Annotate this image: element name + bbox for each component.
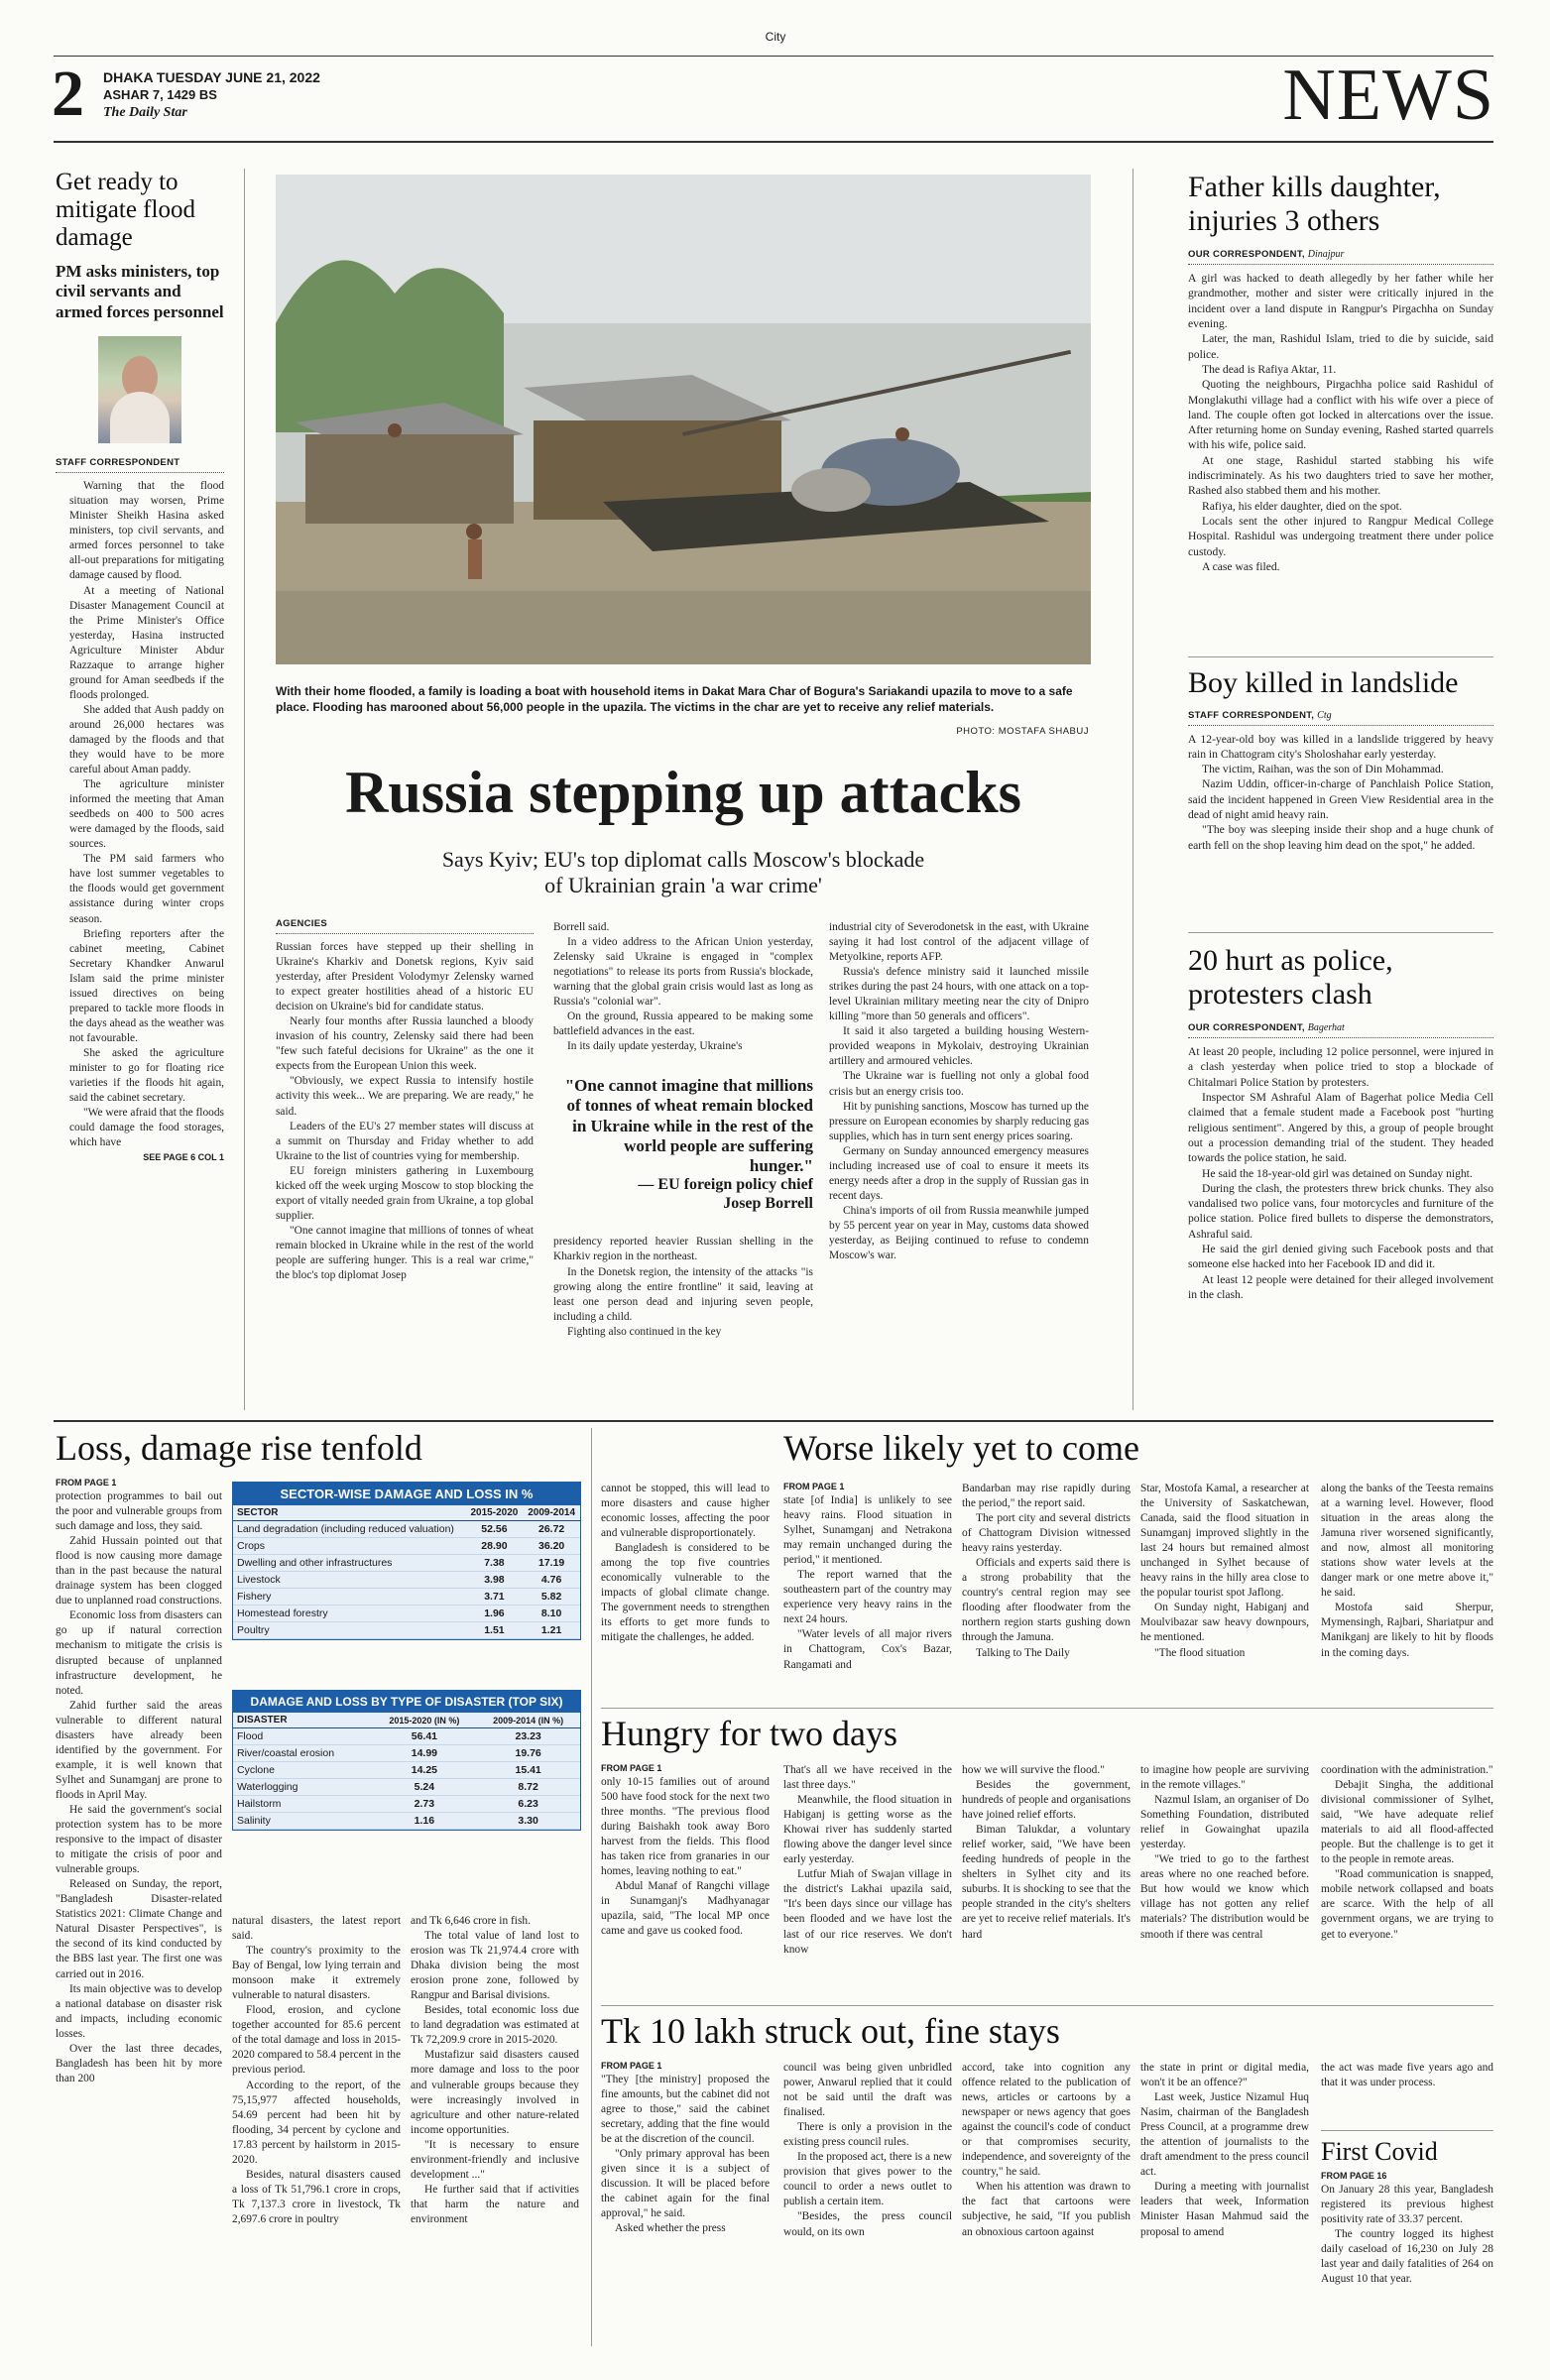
father-story <box>1188 171 1493 574</box>
father-byline <box>1188 249 1493 265</box>
byline-location: Dinajpur <box>1307 249 1345 261</box>
flood-body <box>56 479 224 1150</box>
from-page: FROM PAGE 1 <box>783 1482 845 1491</box>
paragraph: Fighting also continued in the key <box>567 1325 722 1338</box>
flood-byline: STAFF CORRESPONDENT <box>56 457 224 473</box>
paragraph: only 10-15 families out of around 500 have food stock for the next two three months. "The previous flood during Baishakh took away Boro harvest from the fields. This flood has taken rice from granaries in our homes, leaving nothing to eat." <box>601 1776 770 1878</box>
table-cell: 1.51 <box>466 1622 524 1639</box>
paragraph: Nazim Uddin, officer-in-charge of Panchlaish Police Station, said the incident happened in Green View Residential area in the dead of night amid heavy rain. <box>1188 777 1493 822</box>
table-cell: 7.38 <box>466 1555 524 1572</box>
tk-col-4 <box>1140 2061 1309 2240</box>
paragraph: and Tk 6,646 crore in fish. <box>411 1915 531 1927</box>
pull-quote-text: "One cannot imagine that millions of tonnes of wheat remain blocked in Ukraine while in the rest of the world people are suffering hunger." <box>564 1076 813 1175</box>
table-row <box>233 1728 580 1745</box>
table-cell: Crops <box>233 1538 466 1555</box>
table-cell: 56.41 <box>373 1728 477 1745</box>
paragraph: Nazmul Islam, an organiser of Do Something Foundation, distributed relief in Gowainghat upazila yesterday. <box>1140 1794 1309 1851</box>
table-header-row <box>233 1713 580 1728</box>
tk-col-5 <box>1321 2061 1493 2090</box>
paragraph: China's imports of oil from Russia meanwhile jumped by 55 percent year on year in May, customs data showed yesterday, as Beijing continued to refuse to condemn Moscow's war. <box>829 1204 1089 1262</box>
photo-caption: With their home flooded, a family is loading a boat with household items in Dakat Mara Char of Bogura's Sariakandi upazila to move to a safe place. Flooding has marooned about 56,000 people in the upazila. The victims in the char are yet to receive any relief materials. <box>276 684 1073 714</box>
father-headline <box>1188 171 1493 237</box>
flood-photo-svg <box>276 175 1091 664</box>
worse-headline: Worse likely yet to come <box>783 1428 1139 1468</box>
paragraph: Flood, erosion, and cyclone together accounted for 85.6 percent of the total damage and loss in 2015-2020 compared to 58.4 percent in the previous period. <box>232 2004 401 2077</box>
paragraph: "We were afraid that the floods could damage the food storages, which have <box>69 1107 224 1149</box>
clash-story <box>1188 944 1493 1302</box>
paragraph: A girl was hacked to death allegedly by her father while her grandmother, mother and sister were critically injured in the incident over a land dispute in Rangpur's Pirgachha on Sunday evening. <box>1188 272 1493 331</box>
paragraph: along the banks of the Teesta remains at a warning level. However, flood situation in the areas along the Jamuna river worsened significantly, and now, almost all monitoring stations show water levels at the danger mark or one metre above it," he said. <box>1321 1483 1493 1600</box>
russia-col-1 <box>276 918 534 1283</box>
pull-quote-attribution: — EU foreign policy chief <box>638 1175 813 1193</box>
paragraph: Nearly four months after Russia launched a bloody invasion of his country, Zelensky said there had been "few such fateful decisions for Ukraine" as the one it expects from the European Union this week. <box>276 1015 534 1073</box>
paragraph: Inspector SM Ashraful Alam of Bagerhat police Media Cell claimed that a female student made a Facebook post "hurting religious sentiment". Angered by this, a group of people brought out a procession demanding trial of the student. They headed towards the police station, he said. <box>1188 1091 1493 1165</box>
russia-col-3 <box>829 920 1089 1263</box>
table-header: 2009-2014 (IN %) <box>476 1713 580 1728</box>
paragraph: During a meeting with journalist leaders that week, Information Minister Hasan Mahmud said the proposal to amend <box>1140 2181 1309 2238</box>
table-cell: 26.72 <box>523 1521 580 1538</box>
paragraph: He said the 18-year-old girl was detained on Sunday night. <box>1202 1166 1473 1180</box>
table-cell: 8.72 <box>476 1779 580 1796</box>
paragraph: "The boy was sleeping inside their shop and a huge chunk of earth fell on the shop leaving him dead on the spot," he added. <box>1188 823 1493 852</box>
table-cell: Waterlogging <box>233 1779 373 1796</box>
table-cell: Homestead forestry <box>233 1606 466 1622</box>
hungry-col-1 <box>601 1763 770 1940</box>
table-row <box>233 1589 580 1606</box>
paragraph: Rafiya, his elder daughter, died on the spot. <box>1202 499 1402 513</box>
pull-quote-name: Josep Borrell <box>723 1194 813 1212</box>
worse-col-4 <box>1321 1482 1493 1661</box>
paragraph: Debajit Singha, the additional divisional commissioner of Sylhet, said, "We have adequate relief materials to aid all flood-affected people. But the challenge is to get it to the people in remote areas. <box>1321 1779 1493 1866</box>
paragraph: Economic loss from disasters can go up if natural correction mechanism to mitigate the crisis is disrupted because of unplanned infrastructure development, he noted. <box>56 1609 222 1697</box>
tk-col-2 <box>783 2061 952 2240</box>
russia-col-2 <box>553 920 813 1340</box>
hungry-col-3 <box>962 1763 1131 1943</box>
table-cell: 14.25 <box>373 1762 477 1779</box>
section-title: NEWS <box>1282 55 1494 136</box>
paragraph: to imagine how people are surviving in the remote villages." <box>1140 1764 1309 1792</box>
sector-table-title: SECTOR-WISE DAMAGE AND LOSS IN % <box>233 1483 580 1505</box>
paragraph: Germany on Sunday announced emergency measures including increased use of coal to ensure it meets its energy needs after a drop in the supply of Russian gas in recent days. <box>829 1144 1089 1202</box>
dateline: DHAKA TUESDAY JUNE 21, 2022 <box>103 69 320 85</box>
paragraph: The port city and several districts of Chattogram Division witnessed heavy rains yesterday. <box>962 1512 1131 1555</box>
table-cell: 6.23 <box>476 1796 580 1813</box>
father-headline-line-2: injuries 3 others <box>1188 203 1380 237</box>
section-label: City <box>765 30 786 44</box>
paragraph: "Road communication is snapped, mobile network collapsed and boats are scarce. With the help of all government organs, we are trying to get to everyone." <box>1321 1868 1493 1941</box>
jump-link[interactable]: SEE PAGE 6 COL 1 <box>143 1152 224 1163</box>
landslide-byline <box>1188 710 1493 726</box>
paragraph: Officials and experts said there is a strong probability that the country's central region may see flooding after floodwater from the northern region starts gushing down through the Jamuna. <box>962 1557 1131 1644</box>
paragraph: A 12-year-old boy was killed in a landslide triggered by heavy rain in Chattogram city's Sholoshahar early yesterday. <box>1188 732 1493 761</box>
paragraph: "One cannot imagine that millions of tonnes of wheat remain blocked in Ukraine while in the rest of the world people are suffering hunger. This is a real war crime," the bloc's top diplomat Josep <box>276 1224 534 1282</box>
father-headline-line-1: Father kills daughter, <box>1188 171 1441 203</box>
paragraph: In the proposed act, there is a new provision that gives power to the council to order a news outlet to publish a certain item. <box>783 2151 952 2208</box>
table-row <box>233 1762 580 1779</box>
paragraph: the state in print or digital media, won't it be an offence?" <box>1140 2062 1309 2089</box>
worse-col-3 <box>1140 1482 1309 1661</box>
paragraph: On January 28 this year, Bangladesh registered its previous highest positivity rate of 33.37 percent. <box>1321 2183 1493 2225</box>
paragraph: coordination with the administration." <box>1321 1764 1493 1776</box>
paragraph: EU foreign ministers gathering in Luxembourg kicked off the week urging Moscow to stop blocking the export of vitally needed grain from Ukraine, a top global supplier. <box>276 1164 534 1222</box>
flood-headline: Get ready to mitigate flood damage <box>56 169 195 251</box>
byline-text: OUR CORRESPONDENT, <box>1188 249 1305 261</box>
paragraph: Zahid further said the areas vulnerable to different natural disasters have already been identified by the government. For example, it is well known that Sylhet and Sunamganj are prone to floods in April May. <box>56 1699 222 1801</box>
photo-credit: PHOTO: MOSTAFA SHABUJ <box>956 726 1089 737</box>
paragraph: natural disasters, the latest report said. <box>232 1915 401 1943</box>
table-header: 2015-2020 <box>466 1505 524 1521</box>
hungry-col-5 <box>1321 1763 1493 1943</box>
sector-table <box>232 1482 581 1640</box>
paragraph: Mostofa said Sherpur, Mymensingh, Rajbari, Shariatpur and Manikganj are likely to hit by floods in the coming days. <box>1321 1602 1493 1659</box>
table-row <box>233 1622 580 1639</box>
table-cell: Dwelling and other infrastructures <box>233 1555 466 1572</box>
paragraph: The PM said farmers who have lost summer vegetables to the floods would get government assistance during winter crops season. <box>69 853 224 925</box>
paragraph: On the ground, Russia appeared to be making some battlefield advances in the east. <box>553 1011 813 1038</box>
loss-col-3-bottom <box>411 1914 579 2227</box>
paragraph: Zahid Hussain pointed out that flood is now causing more damage than in the past because the natural drainage system has been clogged due to unplanned road constructions. <box>56 1535 222 1607</box>
paragraph: The country logged its highest daily caseload of 16,230 on July 28 last year and daily fatalities of 264 on August 10 that year. <box>1321 2227 1493 2285</box>
paragraph: The total value of land lost to erosion was Tk 21,974.4 crore with Dhaka division being the most erosion prone zone, followed by Rangpur and Barisal divisions. <box>411 1930 579 2002</box>
table-row <box>233 1521 580 1538</box>
paragraph: the act was made five years ago and that it was under process. <box>1321 2062 1493 2089</box>
table-cell: 3.71 <box>466 1589 524 1606</box>
disaster-table-title: DAMAGE AND LOSS BY TYPE OF DISASTER (TOP SIX) <box>233 1691 580 1713</box>
paragraph: She added that Aush paddy on around 26,000 hectares was damaged by the floods and that they would have to be more careful about Aman paddy. <box>69 703 224 776</box>
covid-headline: First Covid <box>1321 2137 1438 2166</box>
paragraph: The agriculture minister informed the meeting that Aman seedbeds on 400 to 500 acres were damaged by the floods, said sources. <box>69 778 224 851</box>
table-cell: 2.73 <box>373 1796 477 1813</box>
table-cell: 1.21 <box>523 1622 580 1639</box>
paragraph: In its daily update yesterday, Ukraine's <box>567 1040 743 1053</box>
paragraph: Later, the man, Rashidul Islam, tried to die by suicide, said police. <box>1188 332 1493 361</box>
page-number: 2 <box>52 58 84 130</box>
paragraph: Asked whether the press <box>615 2222 726 2235</box>
paragraph: industrial city of Severodonetsk in the east, with Ukraine saying it had lost control of the adjacent village of Metyolkine, reports AFP. <box>829 921 1089 964</box>
clash-headline <box>1188 944 1493 1011</box>
landslide-story <box>1188 666 1493 853</box>
paragraph: Talking to The Daily <box>976 1646 1070 1659</box>
table-row <box>233 1572 580 1589</box>
table-cell: Flood <box>233 1728 373 1745</box>
paragraph: Russia's defence ministry said it launched missile strikes during the past 24 hours, with one attack on a top-level Ukrainian military meeting near the city of Dnipro killing "more than 50 generals and officers". <box>829 966 1089 1023</box>
loss-col-1 <box>56 1478 222 2086</box>
paragraph: cannot be stopped, this will lead to more disasters and cause higher economic losses, affecting the poor and vulnerable disproportionately. <box>601 1483 770 1540</box>
clash-byline <box>1188 1022 1493 1038</box>
paragraph: Bangladesh is considered to be among the top five countries economically vulnerable to the impacts of global climate change. The government needs to strengthen its efforts to get more funds to mitigate the challenges, he added. <box>601 1542 770 1644</box>
paragraph: A case was filed. <box>1202 559 1280 573</box>
table-cell: Livestock <box>233 1572 466 1589</box>
table-cell: 36.20 <box>523 1538 580 1555</box>
paragraph: "Besides, the press council would, on its own <box>783 2210 952 2238</box>
paragraph: Locals sent the other injured to Rangpur Medical College Hospital. Rashidul was undergoing treatment there under police custody. <box>1188 514 1493 558</box>
paragraph: At least 12 people were detained for their alleged involvement in the clash. <box>1188 1272 1493 1301</box>
paragraph: The report warned that the southeastern part of the country may experience very heavy rains in the next 24 hours. <box>783 1569 952 1626</box>
russia-subhead-line-2: of Ukrainian grain 'a war crime' <box>544 873 822 898</box>
paragraph: Warning that the flood situation may worsen, Prime Minister Sheikh Hasina asked ministers, top civil servants, and armed forces personnel to take all-out preparations for mitigating damage caused by flood. <box>69 480 224 582</box>
paragraph: Star, Mostofa Kamal, a researcher at the University of Saskatchewan, Canada, said the flood situation in Sunamganj improved slightly in the last 24 hours but remained almost unchanged in Sylhet because of heavy rains in the hilly area close to the popular tourist spot Jaflong. <box>1140 1483 1309 1600</box>
table-header: 2009-2014 <box>523 1505 580 1521</box>
paragraph: "They [the ministry] proposed the fine amounts, but the cabinet did not agree to those," said the cabinet secretary, adding that the fine would be at the discretion of the council. <box>601 2074 770 2146</box>
paragraph: "Obviously, we expect Russia to intensify hostile activity this week... We are preparing. We are ready," he said. <box>276 1075 534 1118</box>
paragraph: The country's proximity to the Bay of Bengal, low lying terrain and monsoon make it extremely vulnerable to natural disasters. <box>232 1945 401 2002</box>
russia-byline: AGENCIES <box>276 918 534 934</box>
paragraph: Released on Sunday, the report, "Bangladesh Disaster-related Statistics 2021: Climate Change and Natural Disaster Perspectives", is the second of its kind conducted by the BBS last year. The first one was carried out in 2016. <box>56 1878 222 1980</box>
pull-quote <box>563 1076 813 1213</box>
table-header: DISASTER <box>233 1713 373 1728</box>
paragraph: Besides the government, hundreds of people and organisations have joined relief efforts. <box>962 1779 1131 1822</box>
hungry-col-2 <box>783 1763 952 1958</box>
paragraph: In the Donetsk region, the intensity of the attacks "is growing along the entire frontline" it said, leaving at least one person dead and injuring seven people, including a child. <box>553 1265 813 1323</box>
portrait-photo <box>98 336 181 443</box>
paragraph: Bandarban may rise rapidly during the period," the report said. <box>962 1483 1131 1510</box>
paragraph: Abdul Manaf of Rangchi village in Sunamganj's Madhyanagar upazila, said, "The local MP once came and gave us cooked food. <box>601 1880 770 1938</box>
table-cell: 14.99 <box>373 1745 477 1762</box>
loss-headline: Loss, damage rise tenfold <box>56 1428 422 1468</box>
paragraph: Meanwhile, the flood situation in Habiganj is getting worse as the Khowai river has suddenly started flowing above the danger level since early yesterday. <box>783 1794 952 1866</box>
russia-subhead <box>276 847 1091 899</box>
masthead-logo: The Daily Star <box>103 105 187 120</box>
paragraph: Last week, Justice Nizamul Huq Nasim, chairman of the Bangladesh Press Council, at a programme drew the attention of journalists to the draft amendment to the press council act. <box>1140 2091 1309 2179</box>
tk-col-3 <box>962 2061 1131 2240</box>
table-cell: 17.19 <box>523 1555 580 1572</box>
paragraph: At a meeting of National Disaster Management Council at the Prime Minister's Office yesterday, Hasina instructed Agriculture Minister Abdur Razzaque to arrange higher ground for Aman seedbeds if the floods prolonged. <box>69 584 224 701</box>
paragraph: He said the government's social protection system has to be more responsive to the impact of disaster to mitigate the crisis of poor and vulnerable groups. <box>56 1803 222 1876</box>
paragraph: how we will survive the flood." <box>962 1764 1105 1776</box>
paragraph: There is only a provision in the existing press council rules. <box>783 2121 952 2149</box>
table-cell: 1.96 <box>466 1606 524 1622</box>
paragraph: protection programmes to bail out the poor and vulnerable groups from such damage and loss, they said. <box>56 1490 222 1533</box>
byline-text: STAFF CORRESPONDENT, <box>1188 709 1315 721</box>
table-cell: Cyclone <box>233 1762 373 1779</box>
paragraph: He said the girl denied giving such Facebook posts and that someone else hacked into her Facebook ID and did it. <box>1188 1243 1493 1271</box>
table-row <box>233 1555 580 1572</box>
table-cell: Fishery <box>233 1589 466 1606</box>
paragraph: Hit by punishing sanctions, Moscow has turned up the pressure on European economies by sharply reducing gas supplies, which has in turn sent energy prices soaring. <box>829 1100 1089 1142</box>
paragraph: At least 20 people, including 12 police personnel, were injured in a clash yesterday when police tried to stop a blockade of Chitalmari Police Station by protesters. <box>1188 1045 1493 1089</box>
table-cell: 4.76 <box>523 1572 580 1589</box>
clash-headline-line-2: protesters clash <box>1188 977 1372 1011</box>
paragraph: Biman Talukdar, a voluntary relief worker, said, "We have been feeding hundreds of people in the shelters in Sylhet city and its suburbs. It is shocking to see that the people stranded in the city's shelters are yet to receive relief materials. It's hard <box>962 1824 1131 1941</box>
table-cell: 19.76 <box>476 1745 580 1762</box>
table-header: SECTOR <box>233 1505 466 1521</box>
paragraph: Quoting the neighbours, Pirgachha police said Rashidul of Monglakuthi village had a conflict with his wife over a piece of land. The couple often got locked in altercations over the issue. After returning home on Sunday evening, Rashed started quarrels with his wife, police said. <box>1188 378 1493 452</box>
paragraph: At one stage, Rashidul started stabbing his wife indiscriminately. As his two daughters tried to save her mother, Rashed also stabbed them and his mother. <box>1188 453 1493 498</box>
table-row <box>233 1745 580 1762</box>
russia-subhead-line-1: Says Kyiv; EU's top diplomat calls Moscow's blockade <box>441 847 925 872</box>
paragraph: accord, take into cognition any offence related to the publication of news, articles or cartoons by a newspaper or news agency that goes against the council's code of conduct or that compromises security, independence, and sovereignty of the country," he said. <box>962 2062 1131 2179</box>
paragraph: Briefing reporters after the cabinet meeting, Cabinet Secretary Khandker Anwarul Islam said the prime minister issued directives on being prepared to tackle more floods in the days ahead as the weather was not favourable. <box>69 927 224 1044</box>
table-cell: River/coastal erosion <box>233 1745 373 1762</box>
disaster-table <box>232 1690 581 1831</box>
paragraph: He further said that if activities that harm the nature and environment <box>411 2183 579 2225</box>
table-row <box>233 1538 580 1555</box>
table-cell: 1.16 <box>373 1813 477 1830</box>
byline-text: OUR CORRESPONDENT, <box>1188 1022 1305 1034</box>
paragraph: The dead is Rafiya Aktar, 11. <box>1202 362 1337 376</box>
table-cell: Land degradation (including reduced valuation) <box>233 1521 466 1538</box>
paragraph: Mustafizur said disasters caused more damage and loss to the poor and vulnerable groups because they were increasingly involved in agriculture and other nature-related income opportunities. <box>411 2049 579 2136</box>
loss-col-3-top <box>601 1482 770 1646</box>
paragraph: state [of India] is unlikely to see heavy rains. Flood situation in Sylhet, Sunamganj and Netrakona may remain unchanged during the period," it mentioned. <box>783 1494 952 1567</box>
from-page: FROM PAGE 1 <box>601 1763 662 1773</box>
paragraph: "It is necessary to ensure environment-friendly and inclusive development ..." <box>411 2138 579 2181</box>
worse-col-1 <box>783 1482 952 1673</box>
table-cell: 3.98 <box>466 1572 524 1589</box>
table-header-row <box>233 1505 580 1521</box>
disaster-table-grid <box>233 1713 580 1830</box>
loss-col-2-bottom <box>232 1914 401 2227</box>
hungry-col-4 <box>1140 1763 1309 1943</box>
table-cell: Poultry <box>233 1622 466 1639</box>
covid-story <box>1321 2138 1493 2287</box>
table-cell: 15.41 <box>476 1762 580 1779</box>
byline-location: Bagerhat <box>1307 1022 1345 1034</box>
table-cell: 28.90 <box>466 1538 524 1555</box>
table-cell: Hailstorm <box>233 1796 373 1813</box>
table-cell: 5.24 <box>373 1779 477 1796</box>
paragraph: Borrell said. <box>553 921 610 933</box>
paragraph: council was being given unbridled power, Anwarul replied that it could not be said until the draft was finalised. <box>783 2062 952 2119</box>
hungry-headline: Hungry for two days <box>601 1714 897 1753</box>
paragraph: That's all we have received in the last three days." <box>783 1764 952 1792</box>
from-page: FROM PAGE 16 <box>1321 2170 1387 2181</box>
flood-story <box>56 169 224 1162</box>
tk-col-1 <box>601 2061 770 2237</box>
russia-headline: Russia stepping up attacks <box>345 760 1021 825</box>
table-row <box>233 1779 580 1796</box>
paragraph: On Sunday night, Habiganj and Moulvibazar saw heavy downpours, he mentioned. <box>1140 1602 1309 1644</box>
paragraph: The victim, Raihan, was the son of Din Mohammad. <box>1202 763 1444 776</box>
paragraph: In a video address to the African Union yesterday, Zelensky said Ukraine is engaged in "complex negotiations" to release its ports from Russia's blockade, warning that the global grain crisis would last as long as Russia's "colonial war". <box>553 936 813 1009</box>
paragraph: According to the report, of the 75,15,977 affected households, 54.69 percent had been hit by flooding, 34 percent by cyclone and 17.83 percent by hailstorm in 2015-2020. <box>232 2079 401 2166</box>
table-cell: 5.82 <box>523 1589 580 1606</box>
from-page: FROM PAGE 1 <box>56 1478 117 1488</box>
table-header: 2015-2020 (IN %) <box>373 1713 477 1728</box>
bangla-date: ASHAR 7, 1429 BS <box>103 87 217 102</box>
paragraph: "We tried to go to the farthest areas where no one reached before. But how would we know which village has not gotten any relief materials? The distribution would be smooth if there was central <box>1140 1853 1309 1941</box>
paragraph: Its main objective was to develop a national database on disaster risk and impacts, including economic losses. <box>56 1982 222 2040</box>
sector-table-grid <box>233 1505 580 1639</box>
paragraph: Lutfur Miah of Swajan village in the district's Lakhai upazila said, "It's been days since our village has been flooded and we have lost the last of our rice reserves. We don't know <box>783 1868 952 1956</box>
table-cell: 3.30 <box>476 1813 580 1830</box>
table-cell: 52.56 <box>466 1521 524 1538</box>
paragraph: "Water levels of all major rivers in Chattogram, Cox's Bazar, Rangamati and <box>783 1628 952 1671</box>
flood-subhead: PM asks ministers, top civil servants and armed forces personnel <box>56 262 224 321</box>
paragraph: Leaders of the EU's 27 member states will discuss at a summit on Thursday and Friday whether to add Ukraine to the list of countries vying for membership. <box>276 1120 534 1162</box>
table-row <box>233 1606 580 1622</box>
byline-location: Ctg <box>1317 709 1332 721</box>
paragraph: "The flood situation <box>1154 1646 1246 1659</box>
paragraph: presidency reported heavier Russian shelling in the Kharkiv region in the northeast. <box>553 1236 813 1263</box>
table-row <box>233 1796 580 1813</box>
table-cell: Salinity <box>233 1813 373 1830</box>
clash-headline-line-1: 20 hurt as police, <box>1188 944 1393 977</box>
landslide-headline: Boy killed in landslide <box>1188 666 1459 699</box>
paragraph: Over the last three decades, Bangladesh has been hit by more than 200 <box>56 2042 222 2084</box>
paragraph: Besides, total economic loss due to land degradation was estimated at Tk 72,209.9 crore in 2015-2020. <box>411 2004 579 2047</box>
paragraph: The Ukraine war is fuelling not only a global food crisis but an energy crisis too. <box>829 1070 1089 1098</box>
paragraph: During the clash, the protesters threw brick chunks. They also vandalised two police vans, four motorcycles and furniture of the police station. Police fired bullets to disperse the demonstrators, Ashraful said. <box>1188 1181 1493 1241</box>
paragraph: When his attention was drawn to the fact that cartoons were subjective, he said, "If you publish an obnoxious cartoon against <box>962 2181 1131 2238</box>
table-cell: 8.10 <box>523 1606 580 1622</box>
paragraph: Besides, natural disasters caused a loss of Tk 51,796.1 crore in crops, Tk 7,137.3 crore in livestock, Tk 2,697.6 crore in poultry <box>232 2168 401 2225</box>
table-cell: 23.23 <box>476 1728 580 1745</box>
worse-col-2 <box>962 1482 1131 1661</box>
paragraph: She asked the agriculture minister to go for floating rice varieties if the floods hit again, said the cabinet secretary. <box>69 1046 224 1105</box>
flood-photo <box>276 175 1091 664</box>
table-row <box>233 1813 580 1830</box>
paragraph: Russian forces have stepped up their shelling in Ukraine's Kharkiv and Donetsk regions, Kyiv said yesterday, after President Volodymyr Zelensky warned to expect greater hostilities ahead of a historic EU decision on Ukraine's bid for candidate status. <box>276 941 534 1013</box>
tk-headline: Tk 10 lakh struck out, fine stays <box>601 2011 1060 2051</box>
from-page: FROM PAGE 1 <box>601 2061 662 2071</box>
paragraph: "Only primary approval has been given since it is a subject of discussion. It will be placed before the cabinet again for the final approval," he said. <box>601 2148 770 2220</box>
paragraph: It said it also targeted a building housing Western-provided weapons in Mykolaiv, destroying Ukrainian artillery and armoured vehicles. <box>829 1025 1089 1068</box>
